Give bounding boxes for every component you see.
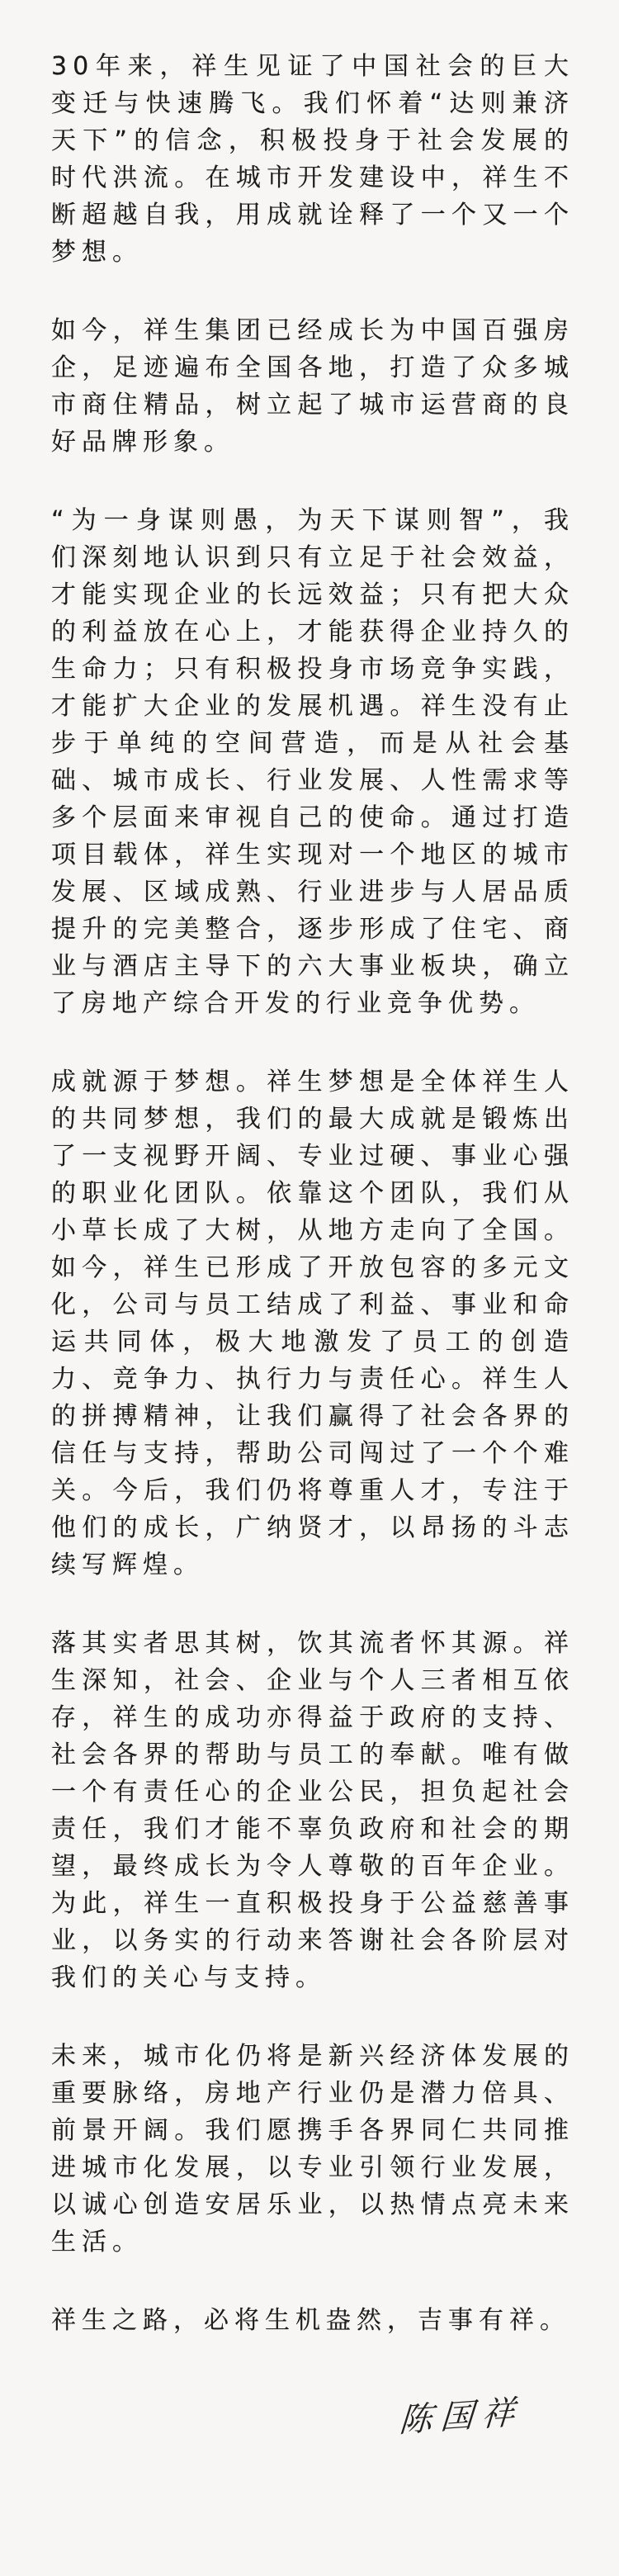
letter-paragraph-2: 如今，祥生集团已经成长为中国百强房企，足迹遍布全国各地，打造了众多城市商住精品，树立起了城市运营商的良好品牌形象。	[51, 316, 574, 457]
letter-paragraph-3: “为一身谋则愚，为天下谋则智”，我们深刻地认识到只有立足于社会效益，才能实现企业的长远效益；只有把大众的利益放在心上，才能获得企业持久的生命力；只有积极投身市场竞争实践，才能扩大企业的发展机遇。祥生没有止步于单纯的空间营造，而是从社会基础、城市成长、行业发展、人性需求等多个层面来审视自己的使命。通过打造项目载体，祥生实现对一个地区的城市发展、区域成熟、行业进步与人居品质提升的完美整合，逐步形成了住宅、商业与酒店主导下的六大事业板块，确立了房地产综合开发的行业竞争优势。	[51, 506, 574, 1018]
signature-row	[51, 2390, 574, 2441]
letter-paragraph-1: 30年来，祥生见证了中国社会的巨大变迁与快速腾飞。我们怀着“达则兼济天下”的信念，积极投身于社会发展的时代洪流。在城市开发建设中，祥生不断超越自我，用成就诠释了一个又一个梦想。	[51, 52, 574, 267]
letter-paragraph-4: 成就源于梦想。祥生梦想是全体祥生人的共同梦想，我们的最大成就是锻炼出了一支视野开阔、专业过硬、事业心强的职业化团队。依靠这个团队，我们从小草长成了大树，从地方走向了全国。如今，祥生已形成了开放包容的多元文化，公司与员工结成了利益、事业和命运共同体，极大地激发了员工的创造力、竞争力、执行力与责任心。祥生人的拼搏精神，让我们赢得了社会各界的信任与支持，帮助公司闯过了一个个难关。今后，我们仍将尊重人才，专注于他们的成长，广纳贤才，以昂扬的斗志续写辉煌。	[51, 1068, 574, 1579]
letter-paragraph-5: 落其实者思其树，饮其流者怀其源。祥生深知，社会、企业与个人三者相互依存，祥生的成功亦得益于政府的支持、社会各界的帮助与员工的奉献。唯有做一个有责任心的企业公民，担负起社会责任，我们才能不辜负政府和社会的期望，最终成长为令人尊敬的百年企业。为此，祥生一直积极投身于公益慈善事业，以务实的行动来答谢社会各阶层对我们的关心与支持。	[51, 1629, 574, 1992]
letter-paragraph-6: 未来，城市化仍将是新兴经济体发展的重要脉络，房地产行业仍是潜力倍具、前景开阔。我们愿携手各界同仁共同推进城市化发展，以专业引领行业发展，以诚心创造安居乐业，以热情点亮未来生活。	[51, 2042, 574, 2256]
letter-paragraph-7: 祥生之路，必将生机盎然，吉事有祥。	[51, 2306, 570, 2335]
handwritten-signature: 陈国祥	[398, 2393, 525, 2441]
